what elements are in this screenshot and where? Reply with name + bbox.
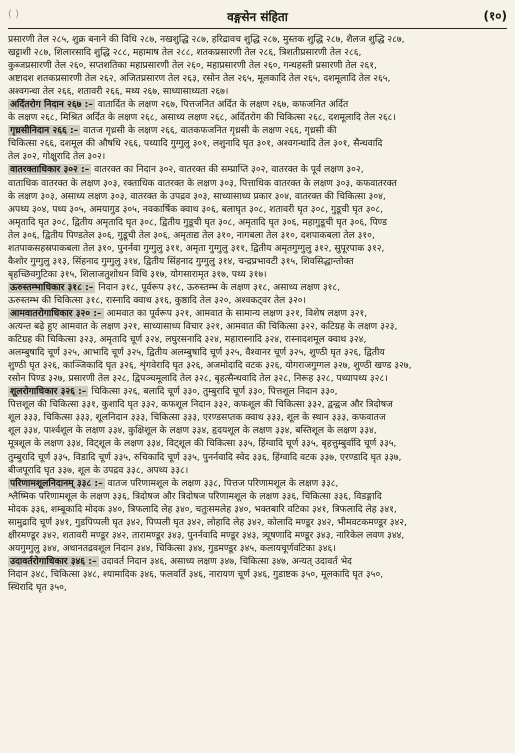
line-text: स्थिरादि घृत ३५०, — [8, 581, 67, 593]
index-line — [8, 124, 507, 137]
index-line — [8, 451, 507, 464]
line-text: वातज परिणामशूल के लक्षण ३३८, पित्तज परिणामशूल के लक्षण ३३८, — [104, 477, 339, 489]
line-text: उदावर्त निदान ३४६, असाध्य लक्षण ३४७, चिकित्सा ३४७, अन्यत् उदावर्त भेद — [98, 555, 352, 567]
index-content — [8, 29, 507, 594]
section-heading: ऊरुस्तम्भाधिकार ३१८ :– — [10, 281, 94, 293]
index-line — [8, 333, 507, 346]
line-text: निदान ३१८, पूर्वरूप ३१८, ऊरुस्तम्भ के लक्षण ३१८, असाध्य लक्षण ३१८, — [95, 281, 341, 293]
line-text: शतपाकसहस्रपाकबला तेल ३१०, पुनर्नवा गुग्गुलु ३११, अमृता गुग्गुलु ३११, द्वितीय अमृतगुग्गुलु ३१२, सुपूरपाक ३१२, — [8, 242, 385, 254]
line-text: बृहच्छिवगुटिका ३१५, शिलाजतुशोधन विधि ३१७, योगसारामृत ३१७, पथ्य ३१७। — [8, 268, 267, 280]
section-heading: अर्दितरोग निदान २६७ :– — [10, 99, 93, 111]
line-text: ऊरुस्तम्भ की चिकित्सा ३१८, रास्नादि क्वाथ ३१६, कुष्ठादि तेल ३२०, अश्वकट्वर तेल ३२०। — [8, 294, 307, 306]
index-line — [8, 359, 507, 372]
index-line — [8, 163, 507, 176]
index-line — [8, 542, 507, 555]
line-text: रसोन पिण्ड ३२७, प्रसारणी तेल ३२८, द्विपञ्चमूलादि तेल ३२८, बृहत्सैन्धवादि तेल ३२८, निरूह ३२८, पथ्यापथ्य ३२८। — [8, 373, 388, 385]
index-line — [8, 111, 507, 124]
line-text: बीजपूरादि घृत ३३७, शूल के उपद्रव ३३८, अपथ्य ३३८। — [8, 464, 189, 476]
page-header — [8, 6, 507, 29]
index-line — [8, 242, 507, 255]
index-line — [8, 581, 507, 594]
index-line — [8, 424, 507, 437]
index-line — [8, 203, 507, 216]
line-text: के लक्षण ३०३, असाध्य लक्षण ३०३, वातरक्त के उपद्रव ३०३, साध्यासाध्य प्रकार ३०४, वातरक्त की चिकित्सा ३०४, — [8, 190, 386, 202]
line-text: अपथ्य ३०४, पथ्य ३०५, अमयागुड ३०५, नवकार्षिक क्वाथ ३०६, बलाघृत ३०८, शतावरी घृत ३०८, गुडूची घृत ३०८, — [8, 203, 384, 215]
line-text: चिकित्सा ३२६, बलादि चूर्ण ३३०, तुम्बुरादि चूर्ण ३३०, पित्तशूल निदान ३३०, — [88, 386, 338, 398]
line-text: अत्यन्त बढ़े हुए आमवात के लक्षण ३२१, साध्यासाध्य विचार ३२१, आमवात की चिकित्सा ३२२, कटिग्रह के लक्षण ३२३, — [8, 321, 398, 333]
index-line — [8, 255, 507, 268]
line-text: वातरक्त का निदान ३०२, वातरक्त की सम्प्राप्ति ३०२, वातरक्त के पूर्व लक्षण ३०२, — [91, 164, 364, 176]
index-line — [8, 398, 507, 411]
index-line — [8, 59, 507, 72]
line-text: के लक्षण २६८, मिश्रित अर्दित के लक्षण २६८, असाध्य लक्षण २६८, अर्दितरोग की चिकित्सा २६८, दशमूलादि तेल २६८। — [8, 112, 396, 124]
index-line — [8, 46, 507, 59]
line-text: निदान ३४८, चिकित्सा ३४८, श्यामादिक ३४६, फलवर्ति ३४६, नारायण चूर्ण ३४६, गुडाष्टक ३५०, मूलकादि घृत ३५०, — [8, 568, 384, 580]
index-line — [8, 268, 507, 281]
line-text: अमृतादि घृत ३०८, द्वितीय अमृतादि घृत ३०८, द्वितीय गुडूची घृत ३०८, अमृतादि घृत ३०६, महागुडूची घृत ३०६, पिण्ड — [8, 216, 387, 228]
index-line — [8, 281, 507, 294]
page-title: वङ्गसेन संहिता — [227, 10, 288, 24]
index-line — [8, 177, 507, 190]
page-number: (१०) — [483, 9, 507, 23]
line-text: अश्वगन्धा तेल २६६, शतावरी २६६, मथ्य २६७, साध्यासाध्यता २६७। — [8, 86, 229, 98]
index-line — [8, 33, 507, 46]
line-text: अयगुग्गुलु ३४४, अधानतद्रवशूल निदान ३४४, चिकित्सा ३४४, गुडमण्डूर ३४५, कलायचूर्णवटिका ३४६। — [8, 542, 336, 554]
line-text: चिकित्सा २६६, दशमूल की औषधि २६६, पथ्यादि गुग्गुलु ३०१, लशुनादि घृत ३०१, अश्वगन्धादि तेल ३०१, सैन्धवादि — [8, 138, 383, 150]
line-text: मोदक ३३६, शम्बूकादि मोदक ३४०, त्रिफलादि लेह ३४०, चतुःसमलेह ३४०, भक्तबारि वटिका ३४१, त्रिफलादि लेह ३४१, — [8, 503, 397, 515]
index-line — [8, 555, 507, 568]
section-heading: परिणामशूलनिदानम् ३३८ :– — [10, 477, 103, 489]
index-line — [8, 529, 507, 542]
index-line — [8, 137, 507, 150]
index-line — [8, 85, 507, 98]
header-left-mark: ( ) — [8, 9, 19, 20]
line-text: वातार्दित के लक्षण २६७, पित्तजनित अर्दित के लक्षण २६७, कफजनित अर्दित — [94, 99, 349, 111]
section-heading: गृध्रसीनिदान २६६ :– — [10, 125, 79, 137]
line-text: तुम्बुरादि चूर्ण ३३५, विडादि चूर्ण ३३५, रुचिकादि चूर्ण ३३५, पुनर्नवादि स्वेद ३३६, हिंग्वादि वटक ३३७, एरण्डादि घृत ३३७, — [8, 451, 402, 463]
line-text: शूल ३३४, पार्श्वशूल के लक्षण ३३४, कुक्षिशूल के लक्षण ३३४, हृदयशूल के लक्षण ३३४, बस्तिशूल के लक्षण ३३४, — [8, 425, 377, 437]
index-line — [8, 411, 507, 424]
line-text: पित्तशूल की चिकित्सा ३३१, कुशादि घृत ३३२, कफशूल निदान ३३२, कफशूल की चिकित्सा ३३२, द्वन्द्वज और त्रिदोषज — [8, 399, 393, 411]
line-text: कटिग्रह की चिकित्सा ३२३, अमृतादि चूर्ण ३२४, लघुरसनादि ३२४, महारास्नादि ३२४, रास्नादशमूल क्वाथ ३२४, — [8, 334, 367, 346]
index-line — [8, 464, 507, 477]
index-line — [8, 372, 507, 385]
index-line — [8, 503, 507, 516]
line-text: आमवात का पूर्वरूप ३२१, आमवात के सामान्य लक्षण ३२१, विशेष लक्षण ३२१, — [103, 307, 368, 319]
index-line — [8, 98, 507, 111]
index-line — [8, 307, 507, 320]
index-line — [8, 229, 507, 242]
line-text: प्रसारणी तेल २८५, शुक्र बनाने की विधि २८७, नखशुद्धि २८७, हरिद्रावच शुद्धि २८७, मुस्तक शुद्धि २८७, शैलज शुद्धि २८७, — [8, 34, 405, 45]
line-text: कैशोर गुग्गुलु ३१३, सिंहनाद गुग्गुलु ३१४, द्वितीय सिंहनाद गुग्गुलु ३१४, चन्द्रप्रभावटी ३१५, शिवसिद्धान्तोक्त — [8, 255, 354, 267]
line-text: शुण्ठी घृत ३२६, काञ्जिकादि घृत ३२६, शृंगवेरादि घृत ३२६, अजमोदादि वटक ३२६, योगराजगुग्गल ३२७, शुण्ठी खण्ड ३२७, — [8, 360, 412, 372]
line-text: अलम्बुषादि चूर्ण ३२५, आभादि चूर्ण ३२५, द्वितीय अलम्बुषादि चूर्ण ३२५, वैश्वानर चूर्ण ३२५, शुण्ठी घृत ३२६, द्वितीय — [8, 347, 385, 359]
section-heading: शूलरोगाधिकार ३२६ :– — [10, 386, 87, 398]
line-text: श्लैष्मिक परिणामशूल के लक्षण ३३६, त्रिदोषज और त्रिदोषज परिणामशूल के लक्षण ३३६, चिकित्सा ३३६, विडङ्गादि — [8, 490, 382, 502]
section-heading: उदावर्तरोगाधिकार ३४६ :– — [10, 555, 97, 567]
section-heading: वातरक्ताधिकार ३०२ :– — [10, 164, 90, 176]
line-text: वाताधिक वातरक्त के लक्षण ३०३, रक्ताधिक वातरक्त के लक्षण ३०३, पित्ताधिक वातरक्त के लक्षण ३०३, कफवातरक्त — [8, 177, 397, 189]
index-line — [8, 216, 507, 229]
index-line — [8, 190, 507, 203]
line-text: तेल ३०२, गोक्षुरादि तेल ३०२। — [8, 151, 106, 163]
index-line — [8, 385, 507, 398]
index-line — [8, 477, 507, 490]
index-line — [8, 568, 507, 581]
line-text: कुब्जप्रसारणी तेल २६०, सप्तशतिका महाप्रसारणी तेल २६०, महाप्रसारणी तेल २६०, गन्धहस्ती प्रसारणी तेल २६१, — [8, 60, 377, 72]
index-line — [8, 516, 507, 529]
line-text: सामुद्रादि चूर्ण ३४१, गुडपिप्पली घृत ३४२, पिप्पली घृत ३४२, लोहादि लेह ३४२, कोलादि मण्डूर ३४२, भीमवटकमण्डूर ३४२, — [8, 516, 407, 528]
index-line — [8, 150, 507, 163]
index-line — [8, 490, 507, 503]
line-text: शूल ३३३, चिकित्सा ३३३, शूलनिदान ३३३, चिकित्सा ३३३, एरण्डसप्तक क्वाथ ३३३, शूल के स्थान ३३३, कफवातज — [8, 412, 386, 424]
line-text: तेल ३०६, द्वितीय पिण्डतेल ३०६, गुडूची तेल ३०६, अमृताद्य तेल ३१०, नागबला तेल ३१०, दशपाकबला तेल ३१०, — [8, 229, 375, 241]
line-text: खट्टाशी २८७, शिलारसादि शुद्धि २८८, महामाष तेल २८८, शतकप्रसारणी तेल २८६, त्रिशतीप्रसारणी तेल २८६, — [8, 47, 362, 59]
line-text: वातज गृध्रसी के लक्षण २६६, वातकफजनित गृध्रसी के लक्षण २६६, गृध्रसी की — [80, 125, 337, 137]
index-line — [8, 72, 507, 85]
index-line — [8, 294, 507, 307]
line-text: क्षीरमण्डूर ३४२, शतावरी मण्डूर ३४२, तारामण्डूर ३४३, पुनर्नवादि मण्डूर ३४३, त्र्यूषणादि मण्डूर ३४३, नारिकेल लवण ३४४, — [8, 529, 405, 541]
line-text: अष्टादश शतकप्रसारणी तेल २६२, अजितप्रसारण तेल २६३, रसोन तेल २६५, मूलकादि तेल २६५, दशमूलादि तेल २६५, — [8, 73, 391, 85]
index-line — [8, 320, 507, 333]
section-heading: आमवातरोगाधिकार ३२० :– — [10, 307, 102, 319]
index-line — [8, 437, 507, 450]
line-text: मूत्रशूल के लक्षण ३३४, विट्शूल के लक्षण ३३४, विट्शूल की चिकित्सा ३३५, हिंग्वादि चूर्ण ३३५, बृहत्तुम्बुर्वादि चूर्ण ३३५, — [8, 438, 397, 450]
index-line — [8, 346, 507, 359]
